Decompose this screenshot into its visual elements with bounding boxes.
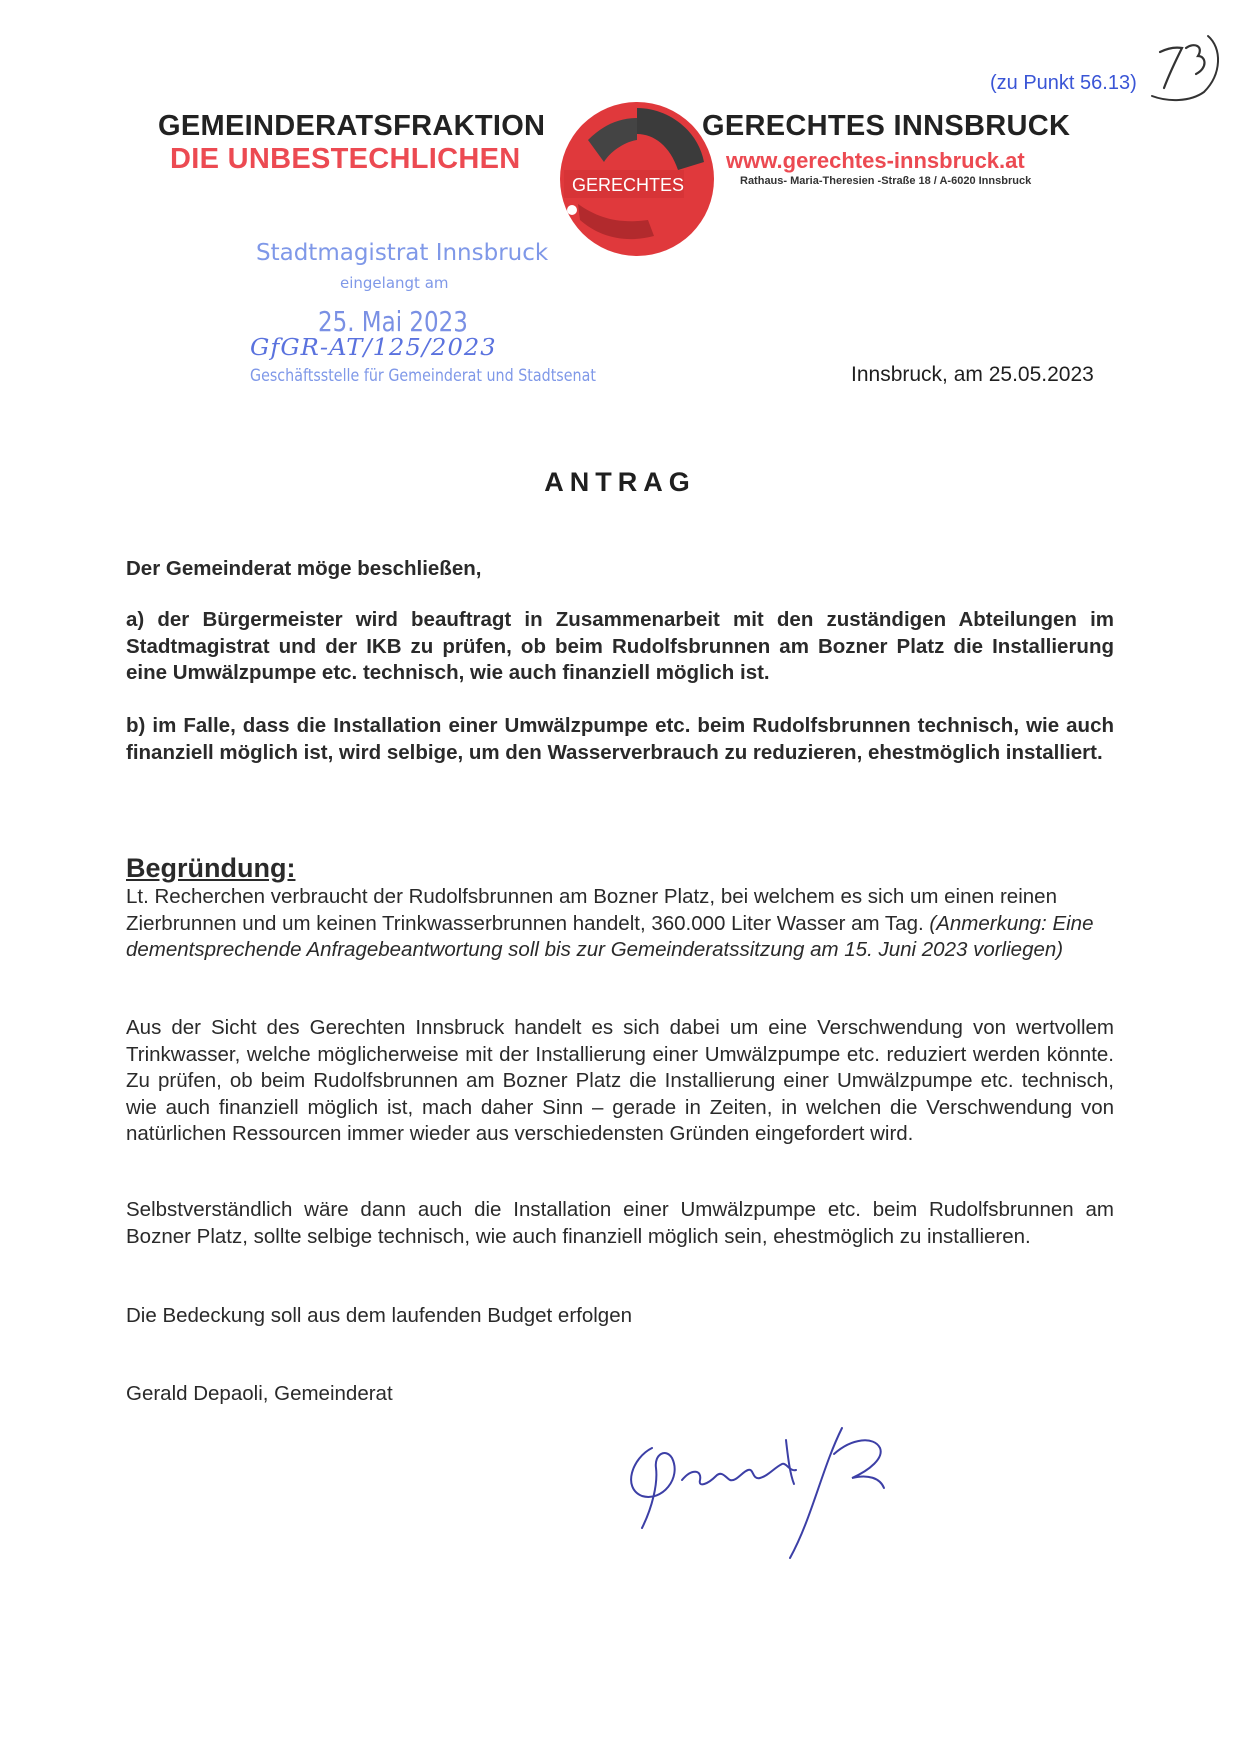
party-name: GERECHTES INNSBRUCK bbox=[702, 110, 1071, 142]
motion-item-b: b) im Falle, dass die Installation einer Umwälzpumpe etc. beim Rudolfsbrunnen technisch, wie auch finanziell möglich ist, wird selbige, um den Wasserverbrauch zu reduzieren, ehestmöglich installiert. bbox=[126, 714, 1114, 764]
stamp-authority: Stadtmagistrat Innsbruck bbox=[256, 240, 549, 266]
handwritten-signature bbox=[612, 1418, 932, 1568]
reason-paragraph bbox=[126, 884, 1114, 964]
handwritten-bracket bbox=[1152, 36, 1218, 100]
stamp-office: Geschäftsstelle für Gemeinderat und Stadtsenat bbox=[250, 366, 596, 386]
view-paragraph: Aus der Sicht des Gerechten Innsbruck handelt es sich dabei um eine Verschwendung von wertvollem Trinkwasser, welche möglicherweise mit der Installierung einer Umwälzpumpe etc. reduziert werden könnte. Zu prüfen, ob beim Rudolfsbrunnen am Bozner Platz die Installierung einer Umwälzpumpe etc. technisch, wie auch finanziell möglich ist, mach daher Sinn – gerade in Zeiten, in welchen die Verschwendung von natürlichen Ressourcen immer wieder aus verschiedensten Gründen eingefordert wird. bbox=[126, 1016, 1114, 1145]
logo-text: GERECHTES bbox=[572, 175, 685, 195]
faction-title: GEMEINDERATSFRAKTION bbox=[158, 110, 546, 142]
stamp-file-number: GfGR-AT/125/2023 bbox=[250, 335, 497, 361]
faction-subtitle: DIE UNBESTECHLICHEN bbox=[170, 143, 521, 175]
stamp-received-label: eingelangt am bbox=[340, 274, 449, 292]
document-title: ANTRAG bbox=[544, 467, 696, 497]
party-website: www.gerechtes-innsbruck.at bbox=[726, 148, 1025, 173]
date-line: Innsbruck, am 25.05.2023 bbox=[851, 363, 1094, 386]
motion-item-a: a) der Bürgermeister wird beauftragt in Zusammenarbeit mit den zuständigen Abteilungen im Stadtmagistrat und der IKB zu prüfen, ob beim Rudolfsbrunnen am Bozner Platz die Installierung eine Umwälzpumpe etc. technisch, wie auch finanziell möglich ist. bbox=[126, 608, 1114, 684]
reason-note: (Anmerkung: Eine dementsprechende Anfragebeantwortung soll bis zur Gemeinderatssitzung am 15. Juni 2023 vorliegen) bbox=[126, 911, 1094, 961]
agenda-reference: (zu Punkt 56.13) bbox=[990, 72, 1137, 94]
stamp-received-date: 25. Mai 2023 bbox=[318, 305, 468, 338]
handwritten-number bbox=[1150, 30, 1230, 105]
reason-heading: Begründung: bbox=[126, 853, 296, 883]
coverage-paragraph: Die Bedeckung soll aus dem laufenden Budget erfolgen bbox=[126, 1304, 633, 1327]
handwritten-seven bbox=[1160, 48, 1182, 88]
motion-intro: Der Gemeinderat möge beschließen, bbox=[126, 557, 482, 580]
reason-text: Lt. Recherchen verbraucht der Rudolfsbrunnen am Bozner Platz, bei welchem es sich um einen reinen Zierbrunnen und um keinen Trinkwasserbrunnen handelt, 360.000 Liter Wasser am Tag. bbox=[126, 885, 1057, 935]
party-logo bbox=[558, 100, 716, 258]
logo-dot bbox=[567, 205, 577, 215]
signatory-line: Gerald Depaoli, Gemeinderat bbox=[126, 1382, 393, 1405]
self-paragraph: Selbstverständlich wäre dann auch die Installation einer Umwälzpumpe etc. beim Rudolfsbrunnen am Bozner Platz, sollte selbige technisch, wie auch finanziell möglich sein, ehestmöglich zu installieren. bbox=[126, 1198, 1114, 1248]
party-address: Rathaus- Maria-Theresien -Straße 18 / A-6020 Innsbruck bbox=[740, 175, 1032, 187]
handwritten-three bbox=[1186, 45, 1205, 74]
